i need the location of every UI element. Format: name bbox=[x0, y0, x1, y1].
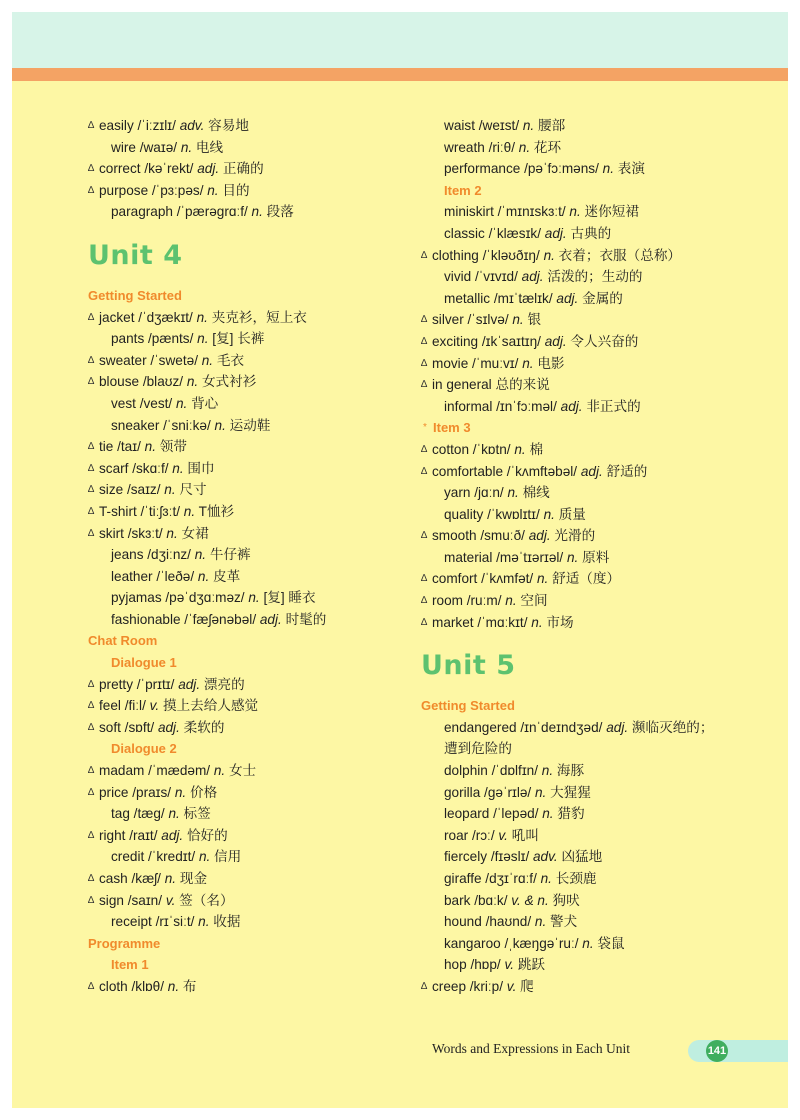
section-heading bbox=[88, 933, 418, 955]
delta-marker: ∆ bbox=[88, 163, 95, 175]
section-text: Getting Started bbox=[88, 287, 182, 303]
vocab-entry bbox=[88, 115, 418, 137]
vocab-entry bbox=[88, 566, 418, 588]
vocab-entry bbox=[421, 717, 751, 739]
vocab-entry bbox=[88, 587, 418, 609]
delta-marker: ∆ bbox=[421, 573, 428, 585]
entry-text: feel /fiːl/ v. 摸上去给人感觉 bbox=[99, 698, 259, 714]
entry-text: gorilla /gəˈrɪlə/ n. 大猩猩 bbox=[444, 784, 591, 800]
unit-heading: Unit 4 bbox=[88, 239, 183, 271]
entry-text: room /ruːm/ n. 空间 bbox=[432, 593, 548, 609]
vocab-entry bbox=[88, 803, 418, 825]
entry-text: paragraph /ˈpærəgrɑːf/ n. 段落 bbox=[111, 204, 294, 220]
entry-text: yarn /jɑːn/ n. 棉线 bbox=[444, 485, 550, 501]
entry-text: madam /ˈmædəm/ n. 女士 bbox=[99, 763, 257, 779]
vocab-entry bbox=[421, 976, 751, 998]
entry-text: sign /saɪn/ v. 签（名） bbox=[99, 892, 234, 908]
vocab-entry bbox=[421, 201, 751, 223]
vocab-entry bbox=[421, 782, 751, 804]
delta-marker: ∆ bbox=[88, 376, 95, 388]
entry-text: cloth /klɒθ/ n. 布 bbox=[99, 978, 197, 994]
entry-text: pants /pænts/ n. [复] 长裤 bbox=[111, 331, 265, 347]
entry-text: pretty /ˈprɪtɪ/ adj. 漂亮的 bbox=[99, 676, 245, 692]
entry-text: wire /waɪə/ n. 电线 bbox=[111, 139, 224, 155]
vocab-entry bbox=[88, 201, 418, 223]
vocab-entry bbox=[88, 307, 418, 329]
vocab-entry bbox=[421, 760, 751, 782]
vocab-entry bbox=[88, 371, 418, 393]
footer-title: Words and Expressions in Each Unit bbox=[432, 1041, 631, 1056]
subsection-text: Dialogue 2 bbox=[111, 741, 177, 757]
vocab-entry bbox=[88, 158, 418, 180]
unit-heading: Unit 5 bbox=[421, 650, 516, 682]
entry-text: sweater /ˈswetə/ n. 毛衣 bbox=[99, 352, 245, 368]
entry-text: soft /sɒft/ adj. 柔软的 bbox=[99, 719, 225, 735]
entry-text: metallic /mɪˈtælɪk/ adj. 金属的 bbox=[444, 290, 623, 306]
vocab-entry bbox=[421, 288, 751, 310]
vocab-entry bbox=[421, 568, 751, 590]
page-number-badge: 141 bbox=[706, 1040, 728, 1062]
entry-text: size /saɪz/ n. 尺寸 bbox=[99, 482, 207, 498]
entry-text: jacket /ˈdʒækɪt/ n. 夹克衫，短上衣 bbox=[99, 309, 307, 325]
subsection-heading bbox=[421, 417, 751, 439]
vocab-entry bbox=[88, 890, 418, 912]
delta-marker: ∆ bbox=[421, 980, 428, 992]
delta-marker: ∆ bbox=[88, 721, 95, 733]
delta-marker: ∆ bbox=[88, 700, 95, 712]
vocab-entry bbox=[88, 825, 418, 847]
vocab-entry bbox=[88, 868, 418, 890]
vocab-entry bbox=[88, 544, 418, 566]
vocab-entry bbox=[88, 328, 418, 350]
entry-text: wreath /riːθ/ n. 花环 bbox=[444, 139, 562, 155]
entry-text: clothing /ˈkləʊðɪŋ/ n. 衣着；衣服（总称） bbox=[432, 247, 682, 263]
vocab-entry bbox=[88, 523, 418, 545]
entry-text: tie /taɪ/ n. 领带 bbox=[99, 439, 187, 455]
entry-text: giraffe /dʒɪˈrɑːf/ n. 长颈鹿 bbox=[444, 871, 597, 886]
entry-text: pyjamas /pəˈdʒɑːməz/ n. [复] 睡衣 bbox=[111, 590, 316, 606]
left-column bbox=[88, 115, 418, 998]
entry-text: performance /pəˈfɔːməns/ n. 表演 bbox=[444, 161, 645, 177]
entry-text: leopard /ˈlepəd/ n. 猎豹 bbox=[444, 806, 585, 822]
entry-text: quality /ˈkwɒlɪtɪ/ n. 质量 bbox=[444, 506, 586, 522]
delta-marker: ∆ bbox=[88, 894, 95, 906]
delta-marker: ∆ bbox=[88, 441, 95, 453]
section-text: Programme bbox=[88, 935, 161, 951]
delta-marker: ∆ bbox=[88, 484, 95, 496]
vocab-entry bbox=[421, 547, 751, 569]
vocab-entry bbox=[421, 374, 751, 396]
entry-text: creep /kriːp/ v. 爬 bbox=[432, 978, 534, 994]
entry-text: fashionable /ˈfæʃənəbəl/ adj. 时髦的 bbox=[111, 611, 327, 627]
subsection-text: Item 1 bbox=[111, 957, 149, 973]
entry-text: receipt /rɪˈsiːt/ n. 收据 bbox=[111, 914, 241, 930]
entry-text: jeans /dʒiːnz/ n. 牛仔裤 bbox=[111, 547, 251, 563]
vocab-entry bbox=[421, 846, 751, 868]
section-heading bbox=[88, 630, 418, 652]
vocab-entry bbox=[88, 501, 418, 523]
section-text: Chat Room bbox=[88, 633, 158, 649]
entry-text: tag /tæg/ n. 标签 bbox=[111, 806, 211, 822]
entry-text: vivid /ˈvɪvɪd/ adj. 活泼的；生动的 bbox=[444, 269, 643, 285]
entry-text: blouse /blaʊz/ n. 女式衬衫 bbox=[99, 374, 257, 390]
delta-marker: ∆ bbox=[421, 595, 428, 607]
entry-text: kangaroo /ˌkæŋgəˈruː/ n. 袋鼠 bbox=[444, 935, 625, 951]
entry-text: informal /ɪnˈfɔːməl/ adj. 非正式的 bbox=[444, 398, 641, 414]
entry-text: roar /rɔː/ v. 吼叫 bbox=[444, 827, 539, 843]
entry-text: purpose /ˈpɜːpəs/ n. 目的 bbox=[99, 182, 250, 198]
delta-marker: ∆ bbox=[421, 379, 428, 391]
subsection-text: Dialogue 1 bbox=[111, 655, 177, 671]
entry-text: hound /haʊnd/ n. 警犬 bbox=[444, 914, 578, 930]
delta-marker: ∆ bbox=[88, 678, 95, 690]
entry-text: miniskirt /ˈmɪnɪskɜːt/ n. 迷你短裙 bbox=[444, 204, 639, 220]
header-band bbox=[12, 12, 788, 68]
delta-marker: ∆ bbox=[88, 120, 95, 131]
entry-text: vest /vest/ n. 背心 bbox=[111, 395, 219, 411]
entry-text: silver /ˈsɪlvə/ n. 银 bbox=[432, 312, 542, 328]
vocab-entry bbox=[421, 890, 751, 912]
delta-marker: ∆ bbox=[421, 530, 428, 542]
vocab-entry bbox=[88, 393, 418, 415]
subsection-text: Item 3 bbox=[433, 420, 471, 436]
vocab-entry bbox=[88, 846, 418, 868]
vocab-entry bbox=[421, 461, 751, 483]
vocab-entry bbox=[421, 309, 751, 331]
entry-continuation bbox=[421, 738, 751, 760]
entry-text: hop /hɒp/ v. 跳跃 bbox=[444, 957, 546, 973]
vocab-entry bbox=[421, 803, 751, 825]
delta-marker: ∆ bbox=[421, 357, 428, 369]
delta-marker: ∆ bbox=[421, 335, 428, 347]
vocab-entry bbox=[421, 590, 751, 612]
vocab-entry bbox=[421, 158, 751, 180]
entry-text: bark /bɑːk/ v. & n. 狗吠 bbox=[444, 892, 580, 908]
vocab-entry bbox=[421, 266, 751, 288]
delta-marker: ∆ bbox=[421, 314, 428, 326]
entry-text: sneaker /ˈsniːkə/ n. 运动鞋 bbox=[111, 417, 271, 433]
entry-text: market /ˈmɑːkɪt/ n. 市场 bbox=[432, 614, 574, 630]
vocab-entry bbox=[88, 479, 418, 501]
entry-text: waist /weɪst/ n. 腰部 bbox=[444, 118, 566, 133]
section-heading bbox=[88, 285, 418, 307]
delta-marker: ∆ bbox=[421, 465, 428, 477]
subsection-heading bbox=[88, 652, 418, 674]
entry-text: right /raɪt/ adj. 恰好的 bbox=[99, 827, 228, 843]
vocab-entry bbox=[88, 674, 418, 696]
entry-text: smooth /smuːð/ adj. 光滑的 bbox=[432, 528, 596, 544]
right-column bbox=[421, 115, 751, 998]
vocab-entry bbox=[421, 223, 751, 245]
vocab-entry bbox=[421, 115, 751, 137]
delta-marker: ∆ bbox=[421, 616, 428, 628]
vocab-entry bbox=[421, 245, 751, 267]
entry-text: fiercely /fɪəslɪ/ adv. 凶猛地 bbox=[444, 849, 603, 865]
vocab-entry bbox=[421, 612, 751, 634]
delta-marker: ∆ bbox=[88, 505, 95, 517]
vocab-entry bbox=[88, 180, 418, 202]
page-number-tab bbox=[688, 1040, 788, 1062]
vocab-entry bbox=[421, 911, 751, 933]
delta-marker: ∆ bbox=[88, 311, 95, 323]
continuation-text: 遭到危险的 bbox=[444, 741, 512, 757]
subsection-heading bbox=[88, 738, 418, 760]
entry-text: correct /kəˈrekt/ adj. 正确的 bbox=[99, 161, 264, 177]
vocab-entry bbox=[88, 436, 418, 458]
entry-text: credit /ˈkredɪt/ n. 信用 bbox=[111, 849, 242, 865]
subsection-heading bbox=[421, 180, 751, 202]
delta-marker: ∆ bbox=[88, 980, 95, 992]
delta-marker: ∆ bbox=[421, 249, 428, 261]
vocab-entry bbox=[88, 137, 418, 159]
vocab-entry bbox=[88, 458, 418, 480]
entry-text: exciting /ɪkˈsaɪtɪŋ/ adj. 令人兴奋的 bbox=[432, 333, 639, 349]
entry-text: endangered /ɪnˈdeɪndʒəd/ adj. 濒临灭绝的； bbox=[444, 719, 714, 735]
delta-marker: ∆ bbox=[88, 354, 95, 366]
vocab-entry bbox=[88, 609, 418, 631]
entry-text: classic /ˈklæsɪk/ adj. 古典的 bbox=[444, 225, 612, 241]
vocab-entry bbox=[421, 396, 751, 418]
vocab-entry bbox=[421, 525, 751, 547]
vocab-entry bbox=[88, 717, 418, 739]
vocab-entry bbox=[421, 439, 751, 461]
vocab-entry bbox=[88, 415, 418, 437]
entry-text: in general 总的来说 bbox=[432, 377, 550, 393]
vocab-entry bbox=[88, 350, 418, 372]
optional-star-marker: * bbox=[423, 422, 427, 434]
vocab-entry bbox=[88, 976, 418, 998]
vocab-entry bbox=[421, 933, 751, 955]
section-heading bbox=[421, 695, 751, 717]
delta-marker: ∆ bbox=[88, 184, 95, 196]
orange-divider-bar bbox=[12, 68, 788, 81]
entry-text: comfort /ˈkʌmfət/ n. 舒适（度） bbox=[432, 571, 621, 587]
delta-marker: ∆ bbox=[88, 765, 95, 777]
vocab-entry bbox=[421, 353, 751, 375]
delta-marker: ∆ bbox=[421, 443, 428, 455]
entry-text: easily /ˈiːzɪlɪ/ adv. 容易地 bbox=[99, 118, 249, 133]
vocab-entry bbox=[421, 331, 751, 353]
delta-marker: ∆ bbox=[88, 786, 95, 798]
vocab-entry bbox=[421, 137, 751, 159]
entry-text: dolphin /ˈdɒlfɪn/ n. 海豚 bbox=[444, 763, 585, 779]
delta-marker: ∆ bbox=[88, 527, 95, 539]
vocab-entry bbox=[421, 825, 751, 847]
vocab-entry bbox=[421, 868, 751, 890]
vocab-entry bbox=[88, 695, 418, 717]
delta-marker: ∆ bbox=[88, 873, 95, 884]
vocab-entry bbox=[88, 760, 418, 782]
vocab-entry bbox=[88, 782, 418, 804]
entry-text: cash /kæʃ/ n. 现金 bbox=[99, 871, 208, 886]
subsection-text: Item 2 bbox=[444, 182, 482, 198]
delta-marker: ∆ bbox=[88, 462, 95, 474]
entry-text: movie /ˈmuːvɪ/ n. 电影 bbox=[432, 355, 565, 371]
delta-marker: ∆ bbox=[88, 829, 95, 841]
entry-text: material /məˈtɪərɪəl/ n. 原料 bbox=[444, 549, 610, 565]
entry-text: cotton /ˈkɒtn/ n. 棉 bbox=[432, 441, 544, 457]
entry-text: comfortable /ˈkʌmftəbəl/ adj. 舒适的 bbox=[432, 463, 648, 479]
page-body bbox=[12, 81, 788, 1108]
vocab-entry bbox=[421, 954, 751, 976]
vocab-entry bbox=[421, 482, 751, 504]
entry-text: price /praɪs/ n. 价格 bbox=[99, 784, 218, 800]
vocab-entry bbox=[88, 911, 418, 933]
entry-text: scarf /skɑːf/ n. 围巾 bbox=[99, 460, 215, 476]
entry-text: leather /ˈleðə/ n. 皮革 bbox=[111, 568, 241, 584]
entry-text: skirt /skɜːt/ n. 女裙 bbox=[99, 525, 209, 541]
section-text: Getting Started bbox=[421, 698, 515, 714]
entry-text: T-shirt /ˈtiːʃɜːt/ n. T恤衫 bbox=[99, 503, 235, 519]
subsection-heading bbox=[88, 954, 418, 976]
vocab-entry bbox=[421, 504, 751, 526]
